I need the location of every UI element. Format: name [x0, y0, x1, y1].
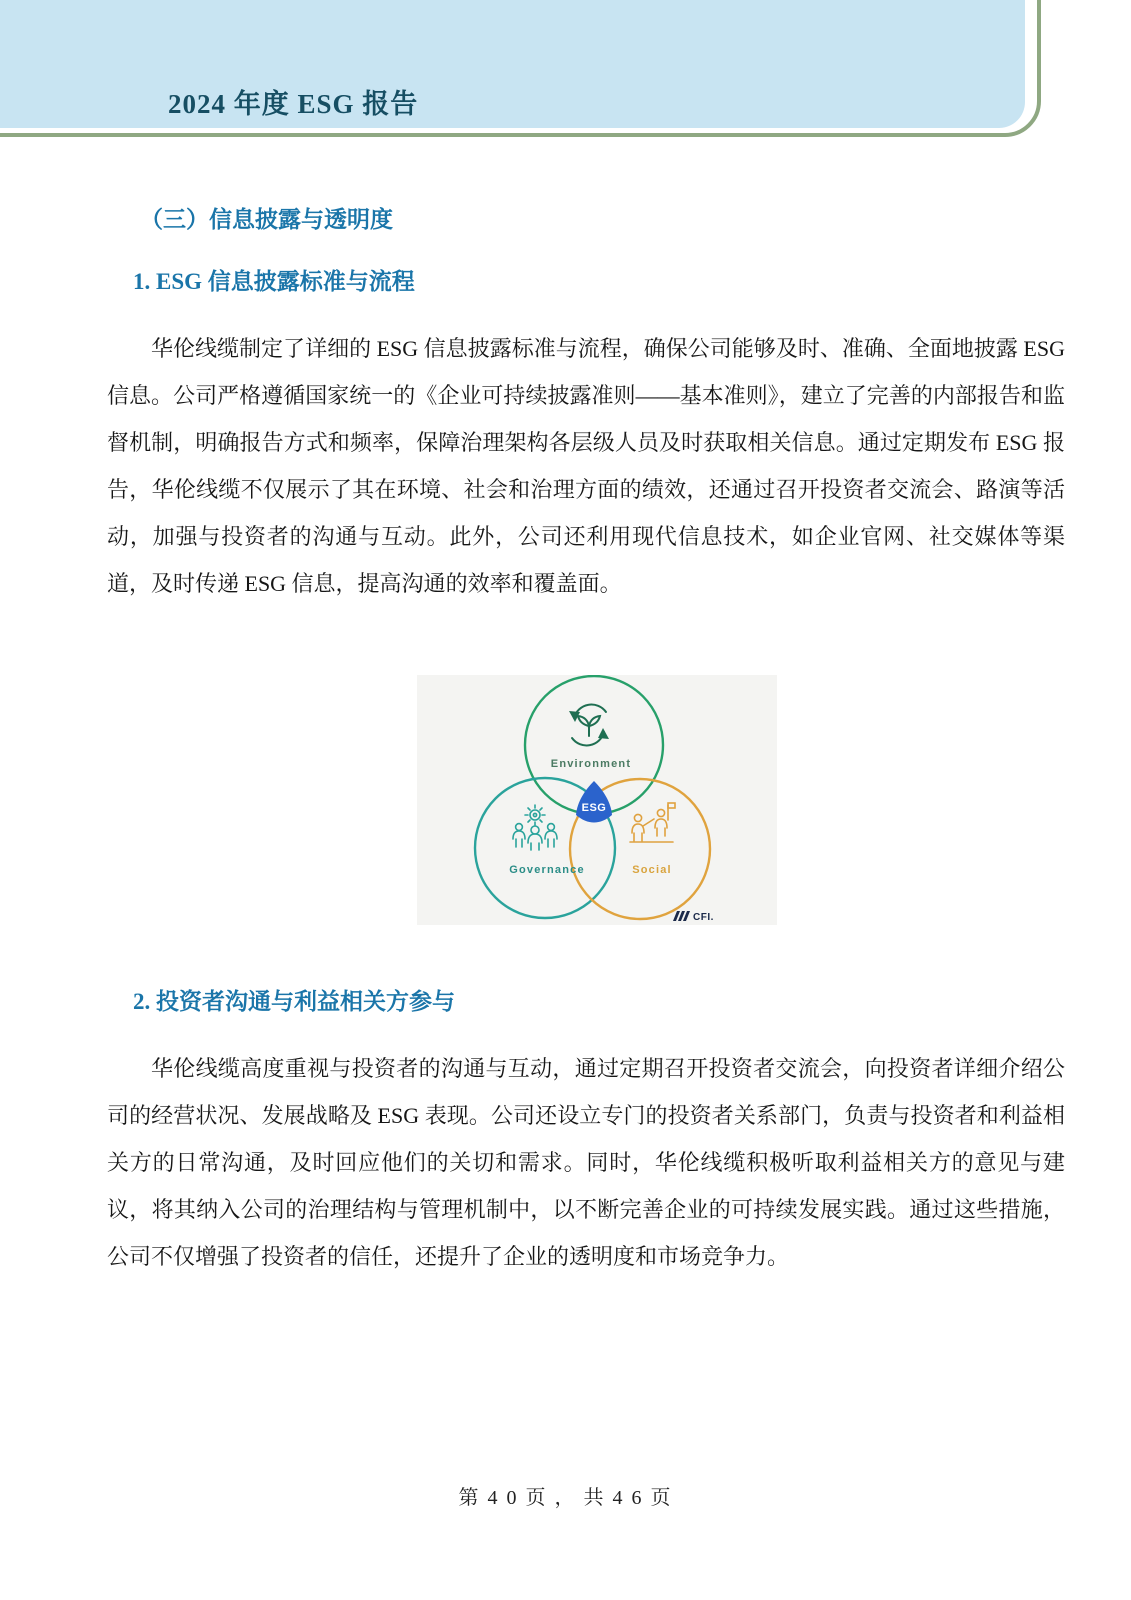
- esg-venn-svg: [417, 675, 777, 925]
- esg-venn-diagram: [417, 675, 777, 925]
- section-heading: （三）信息披露与透明度: [140, 207, 393, 232]
- governance-label: Governance: [509, 864, 585, 876]
- subsection-2-heading: 2. 投资者沟通与利益相关方参与: [133, 989, 455, 1014]
- page-number: 第 4 0 页 ， 共 4 6 页: [458, 1487, 673, 1509]
- cfi-logo-text: CFI.: [693, 912, 714, 923]
- social-people-icon: [630, 803, 675, 842]
- subsection-1-heading: 1. ESG 信息披露标准与流程: [133, 269, 415, 294]
- cfi-logo: [673, 911, 714, 923]
- report-title: 2024 年度 ESG 报告: [168, 89, 419, 119]
- paragraph-1: 华伦线缆制定了详细的 ESG 信息披露标准与流程，确保公司能够及时、准确、全面地披露 ESG 信息。公司严格遵循国家统一的《企业可持续披露准则——基本准则》，建立了完善的内部报告和监督机制，明确报告方式和频率，保障治理架构各层级人员及时获取相关信息。通过定期发布 ESG 报告，华伦线缆不仅展示了其在环境、社会和治理方面的绩效，还通过召开投资者交流会、路演等活动，加强与投资者的沟通与互动。此外，公司还利用现代信息技术，如企业官网、社交媒体等渠道，及时传递 ESG 信息，提高沟通的效率和覆盖面。: [107, 336, 1065, 596]
- environment-label: Environment: [550, 758, 632, 770]
- environment-recycle-icon: [569, 705, 609, 746]
- page-header: [0, 0, 1041, 137]
- social-label: Social: [632, 864, 672, 876]
- header-band: [0, 0, 1025, 128]
- paragraph-2: 华伦线缆高度重视与投资者的沟通与互动，通过定期召开投资者交流会，向投资者详细介绍公司的经营状况、发展战略及 ESG 表现。公司还设立专门的投资者关系部门，负责与投资者和利益相关方的日常沟通，及时回应他们的关切和需求。同时，华伦线缆积极听取利益相关方的意见与建议，将其纳入公司的治理结构与管理机制中，以不断完善企业的可持续发展实践。通过这些措施，公司不仅增强了投资者的信任，还提升了企业的透明度和市场竞争力。: [107, 1056, 1065, 1269]
- governance-people-gear-icon: [513, 805, 557, 850]
- esg-center-label: ESG: [581, 802, 607, 814]
